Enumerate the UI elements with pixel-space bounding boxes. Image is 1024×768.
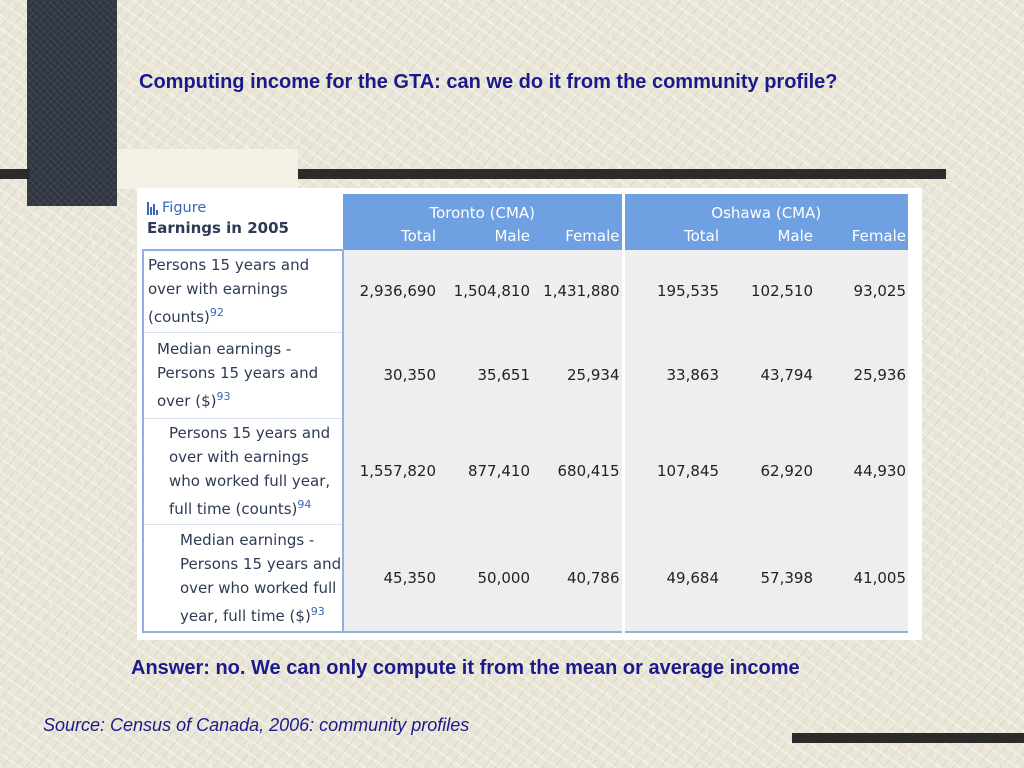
decorative-bar-left xyxy=(0,169,30,179)
table-cell: 877,410 xyxy=(438,418,532,524)
table-title: Earnings in 2005 xyxy=(147,219,289,237)
row-label: Persons 15 years and over with earnings (counts)$^{92}$ xyxy=(143,250,343,332)
decorative-cream-rect xyxy=(117,149,298,189)
table-cell: 57,398 xyxy=(721,524,815,632)
footnote-link[interactable]: 94 xyxy=(297,498,312,511)
table-cell: 40,786 xyxy=(532,524,623,632)
table-cell: 1,431,880 xyxy=(532,250,623,332)
column-header: Male xyxy=(438,222,532,250)
earnings-table xyxy=(142,194,908,633)
table-cell: 50,000 xyxy=(438,524,532,632)
figure-link[interactable] xyxy=(147,200,339,216)
table-cell: 107,845 xyxy=(623,418,721,524)
table-cell: 195,535 xyxy=(623,250,721,332)
table-row xyxy=(143,250,908,332)
table-cell: 30,350 xyxy=(343,332,438,418)
table-row xyxy=(143,524,908,632)
column-header: Female xyxy=(815,222,908,250)
table-row xyxy=(143,332,908,418)
table-cell: 41,005 xyxy=(815,524,908,632)
decorative-bar-top xyxy=(298,169,946,179)
source-note: Source: Census of Canada, 2006: community profiles xyxy=(43,715,470,735)
table-cell: 680,415 xyxy=(532,418,623,524)
row-label: Persons 15 years and over with earnings who worked full year, full time (counts)$^{94}$ xyxy=(143,418,343,524)
table-cell: 33,863 xyxy=(623,332,721,418)
row-label: Median earnings - Persons 15 years and over ($)$^{93}$ xyxy=(143,332,343,418)
table-cell: 43,794 xyxy=(721,332,815,418)
table-cell: 62,920 xyxy=(721,418,815,524)
column-header: Total xyxy=(623,222,721,250)
column-header: Total xyxy=(343,222,438,250)
group-header-toronto: Toronto (CMA) xyxy=(343,194,623,222)
figure-label: Figure xyxy=(162,200,207,216)
bar-chart-icon xyxy=(147,202,158,215)
decorative-bar-bottom xyxy=(792,733,1024,743)
table-row xyxy=(143,418,908,524)
table-cell: 49,684 xyxy=(623,524,721,632)
footnote-link[interactable]: 92 xyxy=(209,306,224,320)
table-cell: 25,936 xyxy=(815,332,908,418)
table-cell: 1,504,810 xyxy=(438,250,532,332)
table-cell: 93,025 xyxy=(815,250,908,332)
column-header: Female xyxy=(532,222,623,250)
earnings-table-screenshot xyxy=(137,188,922,640)
row-label: Median earnings - Persons 15 years and over who worked full year, full time ($)$^{93}$ xyxy=(143,524,343,632)
slide-title: Computing income for the GTA: can we do it from the community profile? xyxy=(139,71,838,93)
footnote-link[interactable]: 93 xyxy=(216,390,231,403)
table-header-label xyxy=(143,194,343,250)
table-cell: 25,934 xyxy=(532,332,623,418)
table-cell: 44,930 xyxy=(815,418,908,524)
column-header: Male xyxy=(721,222,815,250)
table-cell: 102,510 xyxy=(721,250,815,332)
decorative-dark-block xyxy=(27,0,117,206)
table-cell: 2,936,690 xyxy=(343,250,438,332)
table-cell: 1,557,820 xyxy=(343,418,438,524)
answer-text: Answer: no. We can only compute it from the mean or average income xyxy=(131,657,800,679)
group-header-oshawa: Oshawa (CMA) xyxy=(623,194,908,222)
footnote-link[interactable]: 93 xyxy=(310,604,325,618)
table-cell: 45,350 xyxy=(343,524,438,632)
table-cell: 35,651 xyxy=(438,332,532,418)
